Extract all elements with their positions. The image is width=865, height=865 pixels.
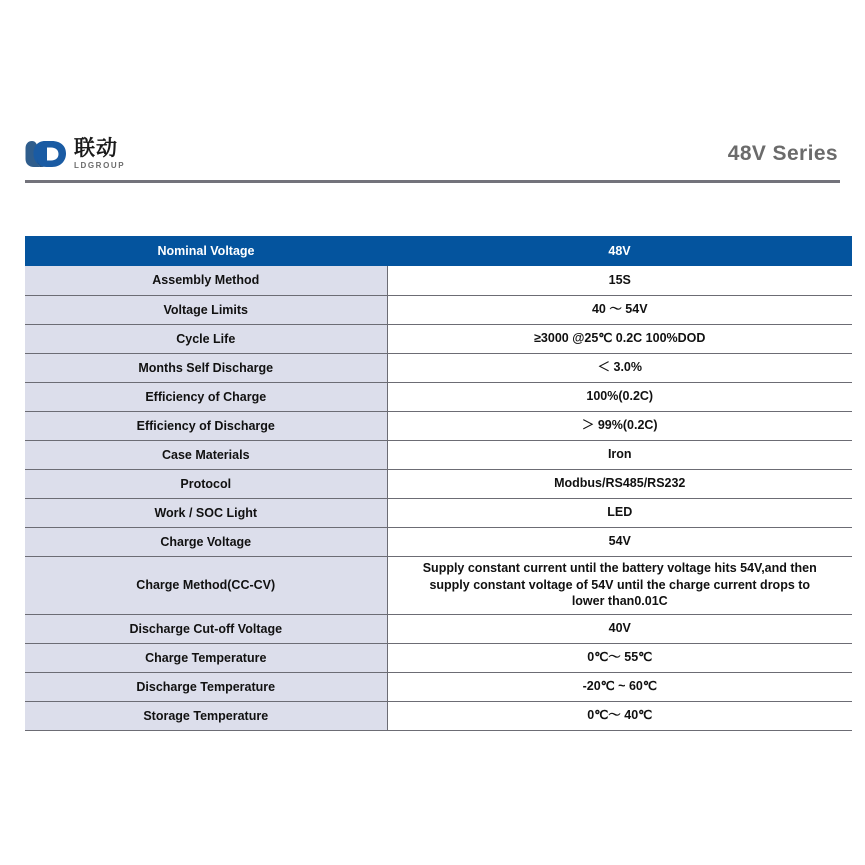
- spec-label: Discharge Temperature: [25, 672, 387, 701]
- spec-value: Supply constant current until the battery voltage hits 54V,and then supply constant voltage of 54V until the charge current drops to lower than0.01C: [387, 556, 852, 614]
- spec-label: Charge Method(CC-CV): [25, 556, 387, 614]
- spec-value: 40 ～ 54V: [387, 295, 852, 324]
- spec-value: Modbus/RS485/RS232: [387, 469, 852, 498]
- spec-value: 15S: [387, 266, 852, 295]
- spec-label: Efficiency of Charge: [25, 382, 387, 411]
- table-row: [25, 701, 852, 730]
- spec-label: Charge Voltage: [25, 527, 387, 556]
- specification-table-body: [25, 236, 852, 730]
- specification-table: [25, 236, 852, 731]
- spec-label: Efficiency of Discharge: [25, 411, 387, 440]
- page-title: 48V Series: [727, 142, 838, 165]
- page-header: [25, 128, 840, 180]
- table-row: [25, 498, 852, 527]
- table-row: [25, 266, 852, 295]
- table-row: [25, 556, 852, 614]
- table-row: [25, 614, 852, 643]
- spec-value: 0℃～ 40℃: [387, 701, 852, 730]
- table-row: [25, 411, 852, 440]
- table-row: [25, 324, 852, 353]
- spec-value: 0℃～ 55℃: [387, 643, 852, 672]
- spec-label: Discharge Cut-off Voltage: [25, 614, 387, 643]
- brand-name-en: LDGROUP: [74, 161, 126, 170]
- spec-label: Voltage Limits: [25, 295, 387, 324]
- table-row: [25, 672, 852, 701]
- spec-label: Work / SOC Light: [25, 498, 387, 527]
- table-row: [25, 527, 852, 556]
- spec-value: ≥3000 @25℃ 0.2C 100%DOD: [387, 324, 852, 353]
- ld-logo-icon: [25, 139, 67, 169]
- spec-label: Storage Temperature: [25, 701, 387, 730]
- table-row: [25, 440, 852, 469]
- spec-value: 54V: [387, 527, 852, 556]
- spec-label: Nominal Voltage: [25, 236, 387, 266]
- spec-value: 40V: [387, 614, 852, 643]
- spec-value: ＞ 99%(0.2C): [387, 411, 852, 440]
- spec-label: Charge Temperature: [25, 643, 387, 672]
- table-row: [25, 236, 852, 266]
- spec-value: -20℃ ~ 60℃: [387, 672, 852, 701]
- spec-label: Assembly Method: [25, 266, 387, 295]
- brand-text: [74, 138, 125, 170]
- spec-label: Protocol: [25, 469, 387, 498]
- brand-name-cn: 联动: [74, 136, 118, 160]
- spec-label: Cycle Life: [25, 324, 387, 353]
- table-row: [25, 382, 852, 411]
- spec-value: 100%(0.2C): [387, 382, 852, 411]
- table-row: [25, 295, 852, 324]
- table-row: [25, 353, 852, 382]
- spec-value: 48V: [387, 236, 852, 266]
- spec-value: Iron: [387, 440, 852, 469]
- table-row: [25, 469, 852, 498]
- spec-value: ＜ 3.0%: [387, 353, 852, 382]
- header-divider: [25, 180, 840, 183]
- table-row: [25, 643, 852, 672]
- spec-label: Months Self Discharge: [25, 353, 387, 382]
- spec-value: LED: [387, 498, 852, 527]
- spec-label: Case Materials: [25, 440, 387, 469]
- brand-lockup: [25, 138, 125, 170]
